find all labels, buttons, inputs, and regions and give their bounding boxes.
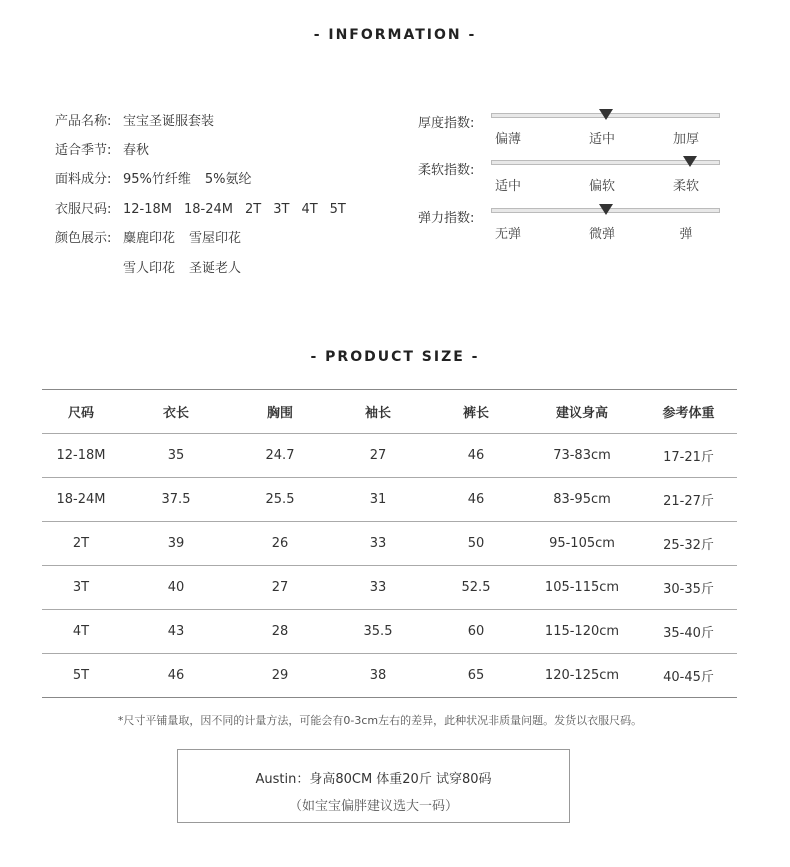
model-info-box — [177, 749, 570, 823]
table-cell: 95-105cm — [524, 522, 640, 566]
size-table-header-cell: 袖长 — [328, 390, 428, 434]
table-row — [42, 654, 737, 698]
table-cell: 38 — [328, 654, 428, 698]
table-row — [42, 522, 737, 566]
table-cell: 115-120cm — [524, 610, 640, 654]
table-cell: 35-40斤 — [640, 610, 737, 654]
size-table-header-cell: 裤长 — [428, 390, 524, 434]
table-cell: 39 — [120, 522, 232, 566]
table-cell: 5T — [42, 654, 120, 698]
table-row — [42, 566, 737, 610]
scale-label: 厚度指数: — [418, 116, 475, 131]
info-label: 颜色展示: — [55, 231, 112, 246]
table-cell: 73-83cm — [524, 434, 640, 478]
info-row — [55, 168, 266, 187]
size-table-header-cell: 建议身高 — [524, 390, 640, 434]
size-table-header-cell: 尺码 — [42, 390, 120, 434]
size-table-header — [42, 390, 737, 434]
table-cell: 120-125cm — [524, 654, 640, 698]
table-row — [42, 434, 737, 478]
info-value: 雪人印花 — [123, 261, 176, 276]
table-cell: 40 — [120, 566, 232, 610]
table-cell: 40-45斤 — [640, 654, 737, 698]
info-value: 4T — [301, 202, 318, 217]
table-cell: 46 — [428, 434, 524, 478]
info-value: 宝宝圣诞服套装 — [123, 114, 215, 129]
model-advice: （如宝宝偏胖建议选大一码） — [288, 799, 458, 814]
info-label: 适合季节: — [55, 143, 112, 158]
table-cell: 18-24M — [42, 478, 120, 522]
table-cell: 27 — [328, 434, 428, 478]
table-cell: 2T — [42, 522, 120, 566]
table-cell: 105-115cm — [524, 566, 640, 610]
scale-label: 弹力指数: — [418, 211, 475, 226]
scale-option: 加厚 — [672, 132, 700, 147]
information-title: - INFORMATION - — [313, 27, 477, 43]
table-cell: 4T — [42, 610, 120, 654]
info-value: 5T — [329, 202, 346, 217]
info-value: 18-24M — [184, 202, 233, 217]
scale-label: 柔软指数: — [418, 163, 475, 178]
size-table-header-cell: 参考体重 — [640, 390, 737, 434]
product-size-title: - PRODUCT SIZE - — [310, 349, 480, 365]
scale-option: 柔软 — [672, 179, 700, 194]
table-cell: 65 — [428, 654, 524, 698]
info-row — [55, 139, 163, 158]
table-row — [42, 478, 737, 522]
table-cell: 27 — [232, 566, 328, 610]
info-value: 12-18M — [123, 202, 172, 217]
table-cell: 25.5 — [232, 478, 328, 522]
scale-option: 微弹 — [588, 227, 616, 242]
table-cell: 46 — [428, 478, 524, 522]
scale-option: 无弹 — [494, 227, 522, 242]
scale-marker-icon — [599, 109, 613, 120]
info-value: 2T — [245, 202, 262, 217]
info-label: 衣服尺码: — [55, 202, 112, 217]
info-value: 麋鹿印花 — [123, 231, 176, 246]
info-row — [55, 227, 255, 246]
table-cell: 17-21斤 — [640, 434, 737, 478]
info-row — [55, 257, 255, 276]
table-cell: 12-18M — [42, 434, 120, 478]
table-cell: 29 — [232, 654, 328, 698]
table-cell: 21-27斤 — [640, 478, 737, 522]
table-cell: 52.5 — [428, 566, 524, 610]
info-value: 95%竹纤维 — [123, 172, 191, 187]
info-value: 雪屋印花 — [189, 231, 242, 246]
table-cell: 33 — [328, 566, 428, 610]
size-table-header-cell: 衣长 — [120, 390, 232, 434]
table-cell: 37.5 — [120, 478, 232, 522]
size-table — [42, 389, 737, 698]
size-table-header-cell: 胸围 — [232, 390, 328, 434]
table-cell: 43 — [120, 610, 232, 654]
scale-marker-icon — [683, 156, 697, 167]
table-cell: 31 — [328, 478, 428, 522]
table-cell: 24.7 — [232, 434, 328, 478]
table-cell: 25-32斤 — [640, 522, 737, 566]
scale-marker-icon — [599, 204, 613, 215]
table-cell: 50 — [428, 522, 524, 566]
table-cell: 30-35斤 — [640, 566, 737, 610]
scale-option: 适中 — [588, 132, 616, 147]
table-cell: 35.5 — [328, 610, 428, 654]
info-row — [55, 110, 228, 129]
table-row — [42, 610, 737, 654]
info-label: 产品名称: — [55, 114, 112, 129]
table-cell: 28 — [232, 610, 328, 654]
scale-option: 偏软 — [588, 179, 616, 194]
info-label: 面料成分: — [55, 172, 112, 187]
table-cell: 35 — [120, 434, 232, 478]
table-cell: 3T — [42, 566, 120, 610]
table-cell: 26 — [232, 522, 328, 566]
table-cell: 33 — [328, 522, 428, 566]
measurement-note: *尺寸平铺量取，因不同的计量方法，可能会有0-3cm左右的差异，此种状况非质量问题。发货以衣服尺码。 — [117, 714, 643, 727]
table-cell: 83-95cm — [524, 478, 640, 522]
scale-option: 偏薄 — [494, 132, 522, 147]
info-value: 圣诞老人 — [189, 261, 242, 276]
model-stats: Austin：身高80CM 体重20斤 试穿80码 — [255, 772, 492, 787]
scale-option: 弹 — [679, 227, 693, 242]
info-value: 5%氨纶 — [204, 172, 252, 187]
table-cell: 46 — [120, 654, 232, 698]
info-value: 3T — [273, 202, 290, 217]
scale-option: 适中 — [494, 179, 522, 194]
info-value: 春秋 — [123, 143, 150, 158]
table-cell: 60 — [428, 610, 524, 654]
info-row — [55, 198, 358, 217]
